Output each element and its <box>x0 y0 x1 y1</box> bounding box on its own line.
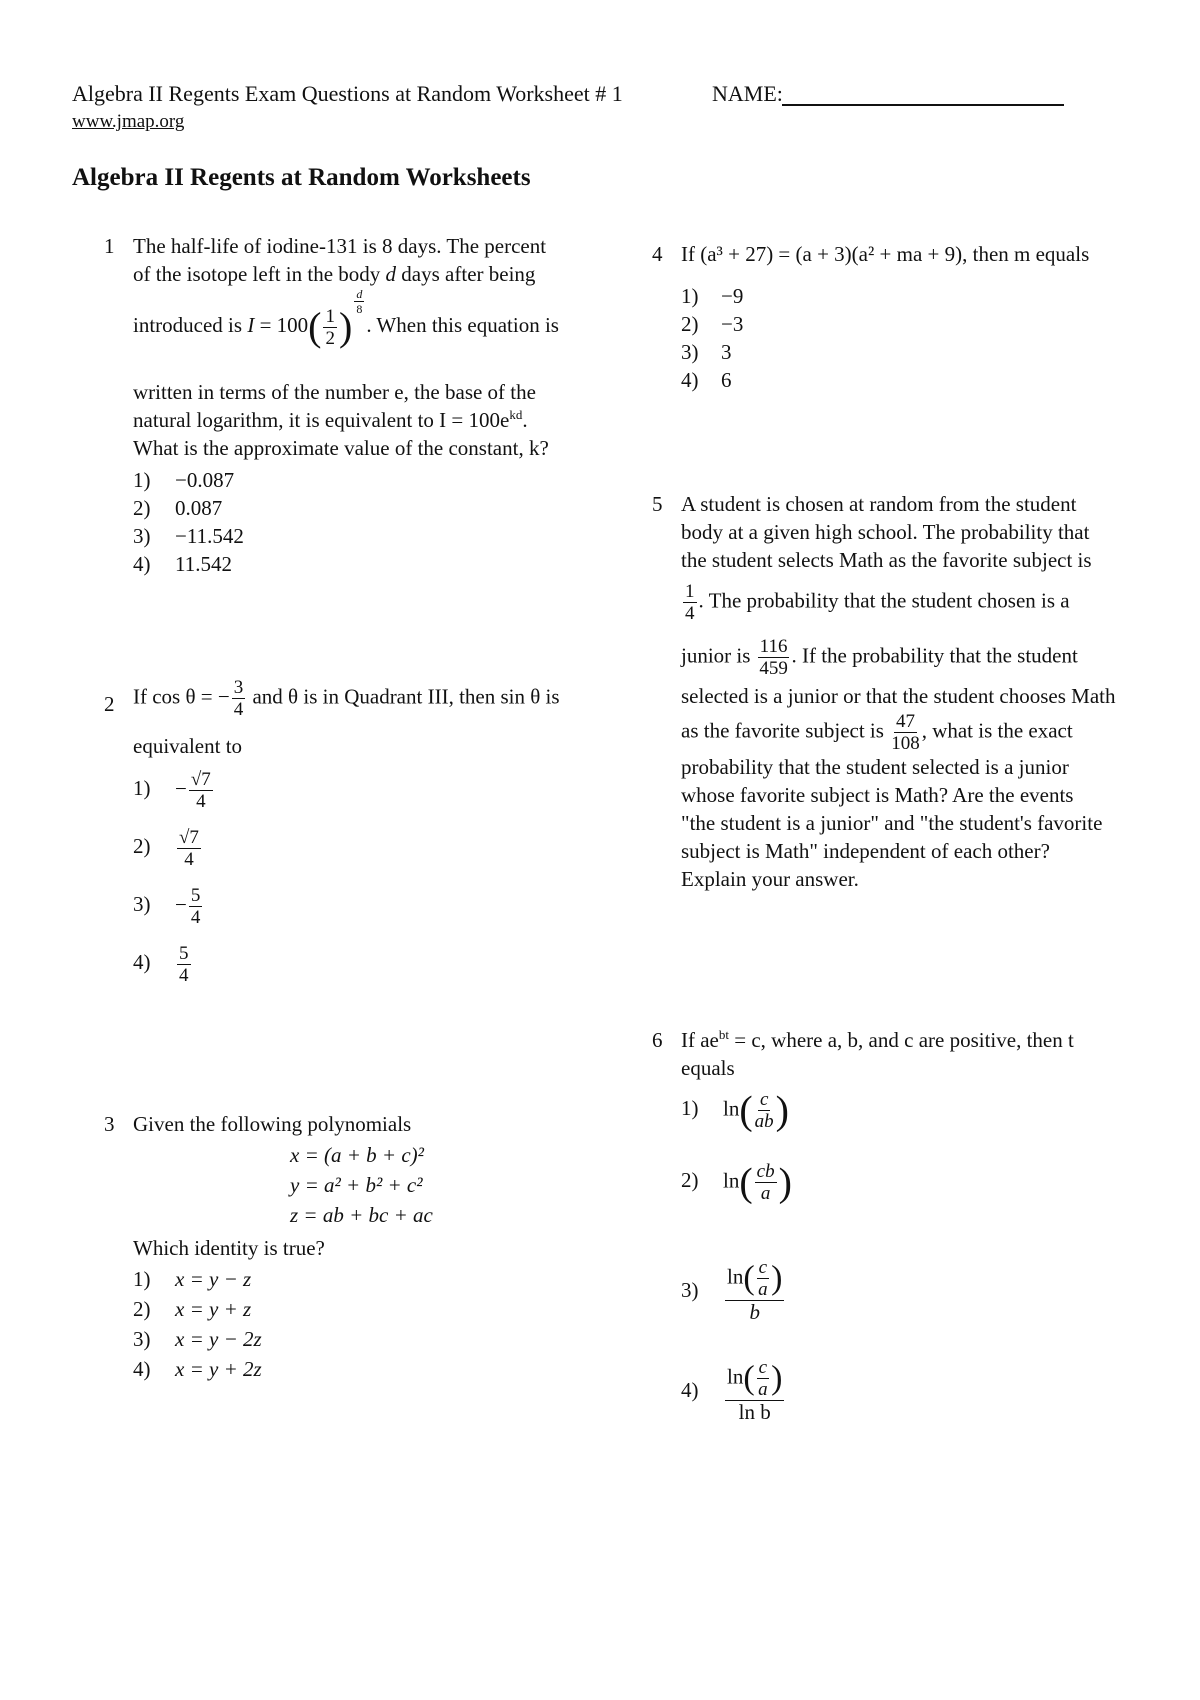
question-6-option-4[interactable]: 4) ln( $\frac{c}{a}$ ) ln b <box>681 1356 783 1424</box>
question-3-option-4[interactable]: 4) x = y + 2z <box>133 1357 262 1381</box>
question-5-line-12: Explain your answer. <box>681 867 859 891</box>
question-1-line-4: written in terms of the number e, the base of the <box>133 380 536 404</box>
question-6-line-2: equals <box>681 1056 735 1080</box>
question-6-option-3[interactable]: 3) ln( $\frac{c}{a}$ ) b <box>681 1256 783 1324</box>
question-4-option-3[interactable]: 3) 3 <box>681 340 732 364</box>
question-4-text: If (a³ + 27) = (a + 3)(a² + ma + 9), then m equals <box>681 242 1090 266</box>
question-3-options <box>133 1264 262 1384</box>
question-2-line-2: equivalent to <box>133 734 243 758</box>
question-1-line-6: What is the approximate value of the constant, k? <box>133 436 549 460</box>
page-title: Algebra II Regents at Random Worksheets <box>72 164 531 191</box>
question-1-line-1: The half-life of iodine-131 is 8 days. The percent <box>133 234 547 258</box>
question-5-line-2: body at a given high school. The probability that <box>681 520 1090 544</box>
question-2-option-1[interactable]: 1) − $\frac{√7}{4}$ <box>133 769 211 812</box>
worksheet-header-title: Algebra II Regents Exam Questions at Random Worksheet # 1 <box>72 81 623 106</box>
question-2-options <box>133 770 215 1002</box>
question-6-text <box>681 1026 1181 1082</box>
question-1-formula-line: introduced is I = 100( $\frac{1}{2}$ ) $^{\frac{d}{8}}$ . When this equation is <box>133 286 559 350</box>
question-6-option-1[interactable]: 1) ln( $\frac{c}{ab}$ ) <box>681 1087 789 1133</box>
question-2-option-2[interactable]: 2) $\frac{√7}{4}$ <box>133 827 199 870</box>
question-3-option-2[interactable]: 2) x = y + z <box>133 1297 252 1321</box>
question-6-options <box>681 1087 792 1440</box>
question-5-line-5: junior is $\frac{116}{459}$ . If the probability that the student <box>681 636 1078 679</box>
question-5-line-10: "the student is a junior" and "the student's favorite <box>681 811 1103 835</box>
question-1-rest <box>133 378 613 462</box>
question-5-line-1: A student is chosen at random from the student <box>681 492 1077 516</box>
question-5-line-4: $\frac{1}{4}$ . The probability that the student chosen is a <box>685 581 1070 624</box>
jmap-link[interactable]: www.jmap.org <box>72 111 185 132</box>
question-1-number: 1 <box>104 234 115 258</box>
question-1-option-3[interactable]: 3) −11.542 <box>133 524 244 548</box>
question-2-text: If cos θ = − $\frac{3}{4}$ and θ is in Quadrant III, then sin θ is <box>133 677 560 720</box>
question-3-number: 3 <box>104 1112 115 1136</box>
question-5-text <box>681 490 1181 893</box>
question-4-option-4[interactable]: 4) 6 <box>681 368 732 392</box>
question-6-line-1: If $ae^{bt} = c$, where a, b, and c are positive, then t <box>681 1027 1074 1052</box>
question-5-line-9: whose favorite subject is Math? Are the events <box>681 783 1074 807</box>
question-3-equation-x: x = (a + b + c)² <box>290 1143 424 1167</box>
name-field-line[interactable] <box>782 104 1064 106</box>
question-5-line-11: subject is Math" independent of each other? <box>681 839 1050 863</box>
question-2-option-4[interactable]: 4) $\frac{5}{4}$ <box>133 943 189 986</box>
question-1-option-1[interactable]: 1) −0.087 <box>133 468 235 492</box>
question-3-equations <box>290 1140 433 1230</box>
question-3-option-3[interactable]: 3) x = y − 2z <box>133 1327 262 1351</box>
question-1-options <box>133 466 244 578</box>
question-5-line-6: selected is a junior or that the student chooses Math <box>681 684 1116 708</box>
question-1-line-5: natural logarithm, it is equivalent to $I = 100e^{kd}$. <box>133 407 528 432</box>
question-6-number: 6 <box>652 1028 663 1052</box>
question-3-equation-y: y = a² + b² + c² <box>290 1173 423 1197</box>
question-4-number: 4 <box>652 242 663 266</box>
question-4-option-1[interactable]: 1) −9 <box>681 284 744 308</box>
question-1-option-4[interactable]: 4) 11.542 <box>133 552 232 576</box>
question-5-number: 5 <box>652 492 663 516</box>
question-2-option-3[interactable]: 3) − $\frac{5}{4}$ <box>133 885 201 928</box>
name-label: NAME: <box>712 81 783 106</box>
question-4-option-2[interactable]: 2) −3 <box>681 312 744 336</box>
question-1-line-2: of the isotope left in the body d days after being <box>133 262 536 286</box>
question-5-line-7: as the favorite subject is $\frac{47}{108}$ , what is the exact <box>681 711 1073 754</box>
question-1-option-2[interactable]: 2) 0.087 <box>133 496 223 520</box>
question-3-line-1: Given the following polynomials <box>133 1112 412 1136</box>
question-2-number: 2 <box>104 692 115 716</box>
question-4-options <box>681 282 743 394</box>
question-6-option-2[interactable]: 2) ln( $\frac{cb}{a}$ ) <box>681 1159 792 1205</box>
question-3-equation-z: z = ab + bc + ac <box>290 1203 433 1227</box>
question-5-line-8: probability that the student selected is a junior <box>681 755 1069 779</box>
question-3-line-2: Which identity is true? <box>133 1236 325 1260</box>
question-5-line-3: the student selects Math as the favorite subject is <box>681 548 1092 572</box>
question-1 <box>133 232 603 288</box>
question-3-option-1[interactable]: 1) x = y − z <box>133 1267 252 1291</box>
